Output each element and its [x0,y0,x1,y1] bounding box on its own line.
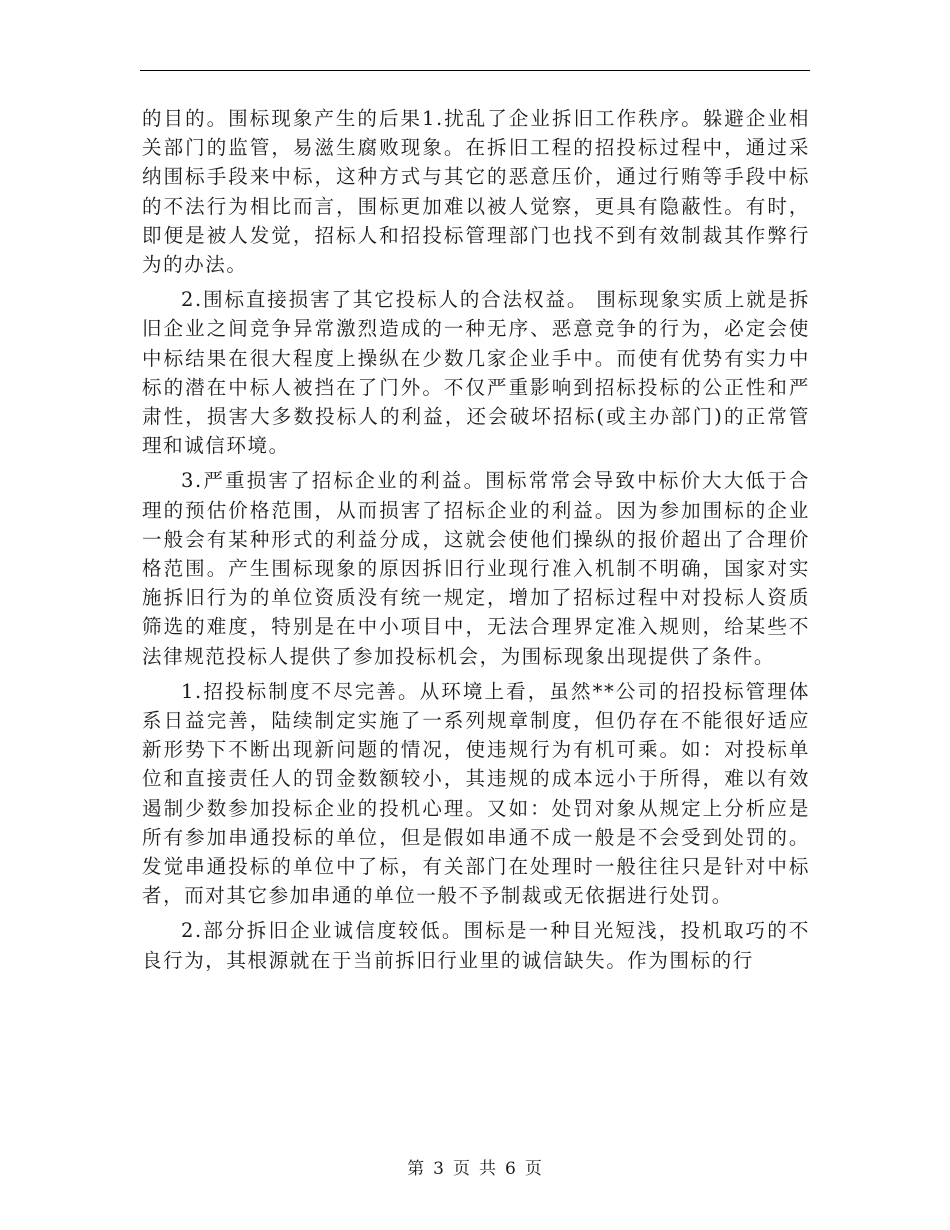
footer-total-pages: 6 [505,1159,517,1179]
document-body [142,104,810,975]
paragraph-1: 的目的。围标现象产生的后果1.扰乱了企业拆旧工作秩序。躲避企业相关部门的监管，易滋生腐败现象。在拆旧工程的招投标过程中，通过采纳围标手段来中标，这种方式与其它的恶意压价，通过行贿等手段中标的不法行为相比而言，围标更加难以被人觉察，更具有隐蔽性。有时，即便是被人发觉，招标人和招投标管理部门也找不到有效制裁其作弊行为的办法。 [142,107,810,277]
footer-current-page: 3 [433,1159,445,1179]
paragraph-3: 3.严重损害了招标企业的利益。围标常常会导致中标价大大低于合理的预估价格范围，从而损害了招标企业的利益。因为参加围标的企业一般会有某种形式的利益分成，这就会使他们操纵的报价超出了合理价格范围。产生围标现象的原因拆旧行业现行准入机制不明确，国家对实施拆旧行为的单位资质没有统一规定，增加了招标过程中对投标人资质筛选的难度，特别是在中小项目中，无法合理界定准入规则，给某些不法律规范投标人提供了参加投标机会，为围标现象出现提供了条件。 [142,469,810,668]
footer-prefix: 第 [407,1159,426,1179]
footer-total-prefix: 共 [479,1159,497,1179]
page-footer [0,1154,950,1179]
paragraph-2: 2.围标直接损害了其它投标人的合法权益。 围标现象实质上就是拆旧企业之间竞争异常激烈造成的一种无序、恶意竞争的行为，必定会使中标结果在很大程度上操纵在少数几家企业手中。而使有优势有实力中标的潜在中标人被挡在了门外。不仅严重影响到招标投标的公正性和严肃性，损害大多数投标人的利益，还会破坏招标(或主办部门)的正常管理和诚信环境。 [142,288,810,458]
footer-total-label: 页 [524,1159,543,1179]
header-rule [140,70,810,71]
footer-page-label: 页 [453,1159,471,1179]
paragraph-5: 2.部分拆旧企业诚信度较低。围标是一种目光短浅，投机取巧的不良行为，其根源就在于当前拆旧行业里的诚信缺失。作为围标的行 [142,919,810,972]
paragraph-4: 1.招投标制度不尽完善。从环境上看，虽然**公司的招投标管理体系日益完善，陆续制定实施了一系列规章制度，但仍存在不能很好适应新形势下不断出现新问题的情况，使违规行为有机可乘。如：对投标单位和直接责任人的罚金数额较小，其违规的成本远小于所得，难以有效遏制少数参加投标企业的投机心理。又如：处罚对象从规定上分析应是所有参加串通投标的单位，但是假如串通不成一般是不会受到处罚的。发觉串通投标的单位中了标，有关部门在处理时一般往往只是针对中标者，而对其它参加串通的单位一般不予制裁或无依据进行处罚。 [142,679,810,908]
